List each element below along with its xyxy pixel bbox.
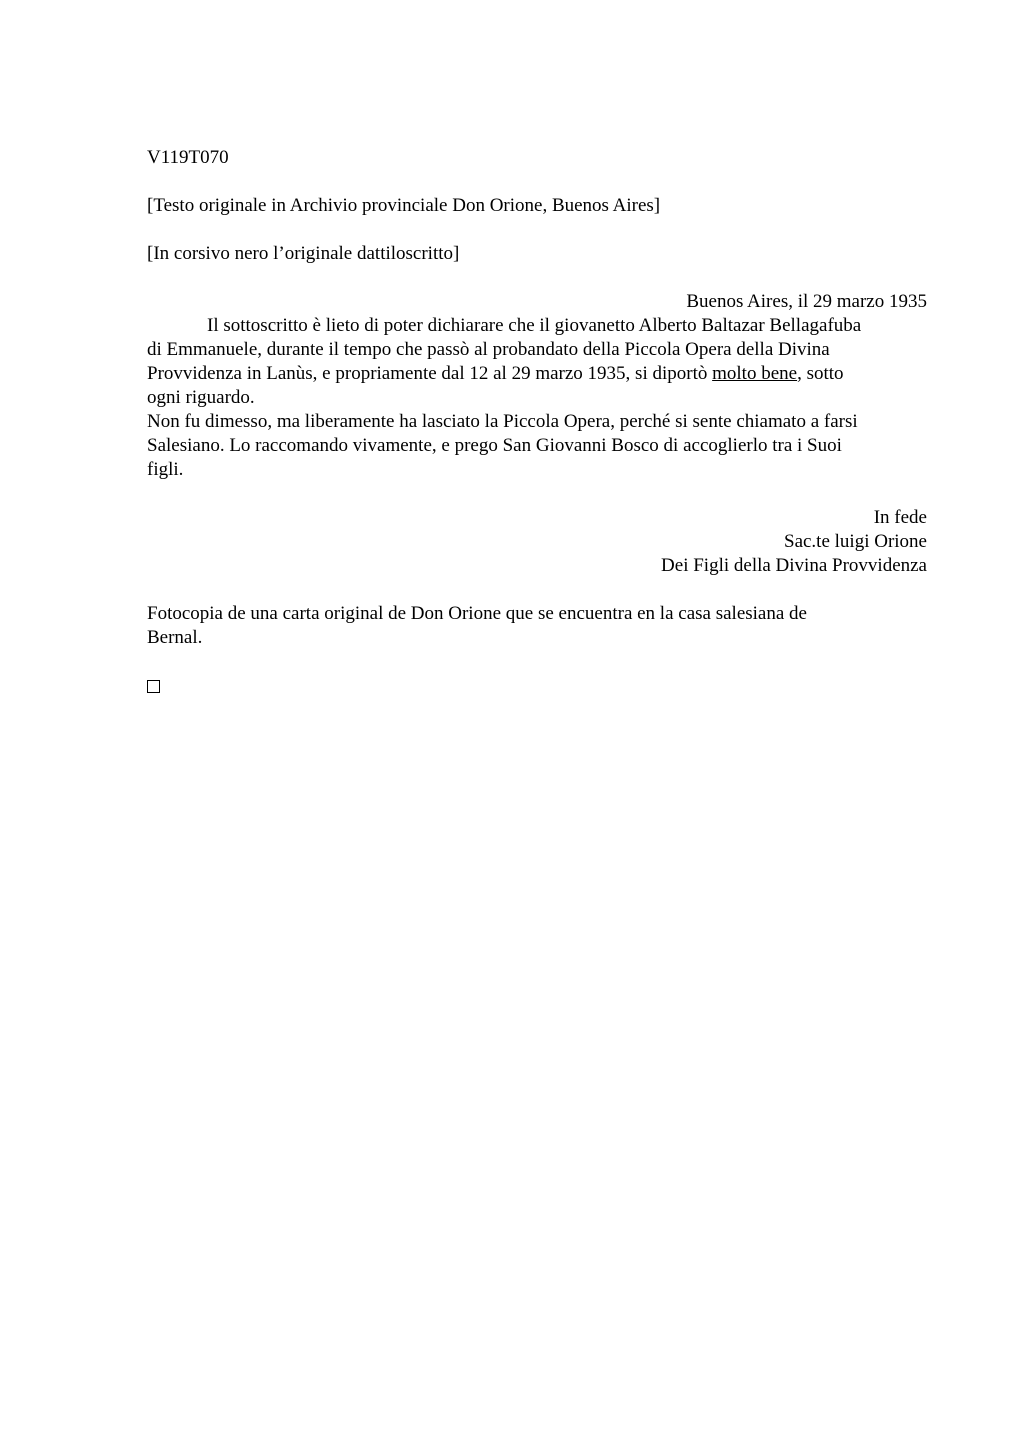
- closing: In fede: [873, 507, 927, 528]
- document-code: V119T070: [147, 147, 229, 168]
- body-line: ogni riguardo.: [147, 387, 255, 408]
- style-note: [In corsivo nero l’originale dattiloscritto]: [147, 243, 460, 264]
- body-line: Salesiano. Lo raccomando vivamente, e prego San Giovanni Bosco di accoglierlo tra i Suoi: [147, 435, 842, 456]
- footnote-line: Fotocopia de una carta original de Don Orione que se encuentra en la casa salesiana de: [147, 603, 807, 624]
- source-note: [Testo originale in Archivio provinciale Don Orione, Buenos Aires]: [147, 195, 661, 216]
- checkbox-glyph-icon: [147, 680, 160, 693]
- body-line: [147, 362, 927, 386]
- underlined-text: molto bene: [712, 363, 798, 384]
- body-text: Provvidenza in Lanùs, e propriamente dal 12 al 29 marzo 1935, si diportò: [147, 363, 713, 384]
- signature: Sac.te luigi Orione: [784, 531, 927, 552]
- place-date: Buenos Aires, il 29 marzo 1935: [686, 291, 927, 312]
- footnote-line: Bernal.: [147, 627, 203, 648]
- body-text: , sotto: [797, 363, 844, 384]
- document-page: [147, 146, 927, 700]
- letter-body: [147, 314, 927, 482]
- body-line: Il sottoscritto è lieto di poter dichiarare che il giovanetto Alberto Baltazar Bellagafuba: [207, 315, 862, 336]
- body-line: Non fu dimesso, ma liberamente ha lasciato la Piccola Opera, perché si sente chiamato a farsi: [147, 411, 858, 432]
- congregation: Dei Figli della Divina Provvidenza: [661, 555, 927, 576]
- body-line: figli.: [147, 459, 184, 480]
- body-line: di Emmanuele, durante il tempo che passò al probandato della Piccola Opera della Divina: [147, 339, 830, 360]
